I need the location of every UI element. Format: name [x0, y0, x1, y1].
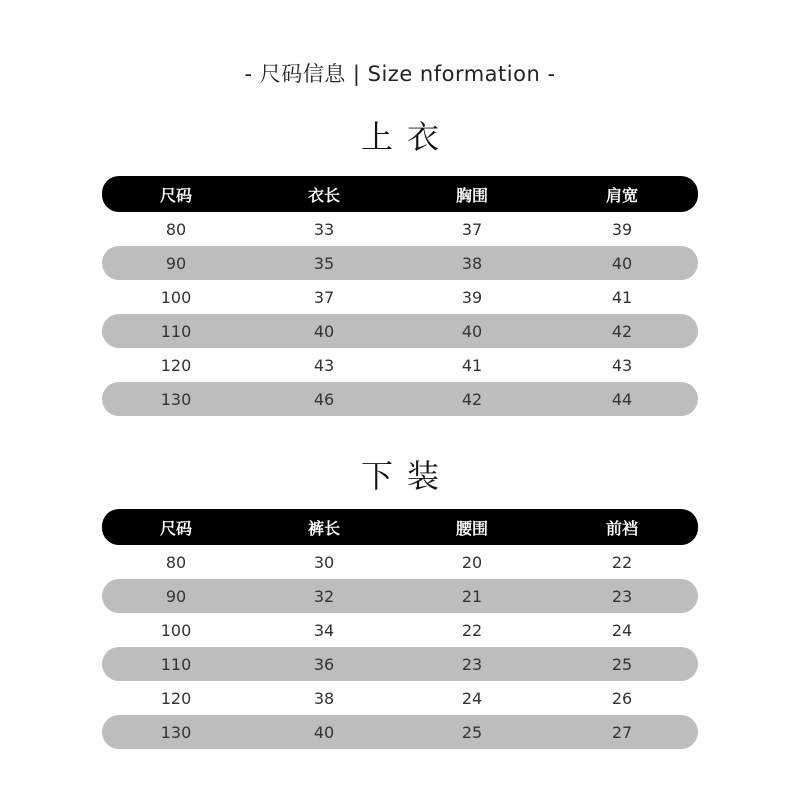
table-cell: 25: [611, 654, 633, 674]
table-cell: 36: [313, 654, 335, 674]
table-cell: 42: [611, 321, 633, 341]
table-cell: 41: [611, 287, 633, 307]
table-cell: 130: [160, 389, 192, 409]
table-row: [102, 246, 698, 280]
table-cell: 42: [461, 389, 483, 409]
table-row: [102, 314, 698, 348]
table-cell: 120: [160, 355, 192, 375]
table-cell: 38: [313, 688, 335, 708]
table-cell: 100: [160, 620, 192, 640]
table-cell: 80: [165, 219, 187, 239]
table-row: [102, 545, 698, 579]
table-cell: 130: [160, 722, 192, 742]
table-row: [102, 715, 698, 749]
table-cell: 32: [313, 586, 335, 606]
table-cell: 27: [611, 722, 633, 742]
table-row: [102, 348, 698, 382]
table-cell: 22: [611, 552, 633, 572]
table-row: [102, 382, 698, 416]
table-cell: 43: [313, 355, 335, 375]
table-row: [102, 681, 698, 715]
table-cell: 43: [611, 355, 633, 375]
header-cell: 肩宽: [605, 185, 638, 205]
table-cell: 24: [461, 688, 483, 708]
table-cell: 20: [461, 552, 483, 572]
table-cell: 39: [611, 219, 633, 239]
table-cell: 34: [313, 620, 335, 640]
table-cell: 35: [313, 253, 335, 273]
table-row: [102, 613, 698, 647]
table-cell: 39: [461, 287, 483, 307]
table-cell: 30: [313, 552, 335, 572]
header-cell: 腰围: [455, 518, 488, 538]
table-cell: 33: [313, 219, 335, 239]
table-cell: 44: [611, 389, 633, 409]
table-cell: 40: [611, 253, 633, 273]
table-cell: 41: [461, 355, 483, 375]
table-cell: 38: [461, 253, 483, 273]
header-cell: 裤长: [307, 518, 340, 538]
table-cell: 23: [611, 586, 633, 606]
table-cell: 22: [461, 620, 483, 640]
table-cell: 100: [160, 287, 192, 307]
table-header: [102, 509, 698, 545]
table-cell: 37: [313, 287, 335, 307]
table-cell: 110: [160, 321, 192, 341]
table-cell: 25: [461, 722, 483, 742]
header-cell: 尺码: [159, 518, 192, 538]
table-cell: 40: [461, 321, 483, 341]
bottoms-size-table: [102, 509, 698, 749]
table-row: [102, 280, 698, 314]
header-cell: 前裆: [605, 518, 638, 538]
table-cell: 110: [160, 654, 192, 674]
table-cell: 80: [165, 552, 187, 572]
table-header: [102, 176, 698, 212]
header-cell: 胸围: [455, 185, 488, 205]
table-row: [102, 212, 698, 246]
table-row: [102, 647, 698, 681]
page-heading: - 尺码信息 | Size nformation -: [244, 62, 556, 86]
header-cell: 衣长: [307, 185, 340, 205]
tops-section-title: 上衣: [360, 118, 453, 156]
table-cell: 120: [160, 688, 192, 708]
table-row: [102, 579, 698, 613]
bottoms-section-title: 下装: [360, 457, 453, 495]
table-cell: 26: [611, 688, 633, 708]
table-cell: 37: [461, 219, 483, 239]
table-cell: 40: [313, 321, 335, 341]
table-cell: 90: [165, 253, 187, 273]
table-cell: 24: [611, 620, 633, 640]
table-cell: 40: [313, 722, 335, 742]
table-cell: 90: [165, 586, 187, 606]
header-cell: 尺码: [159, 185, 192, 205]
table-cell: 23: [461, 654, 483, 674]
table-cell: 46: [313, 389, 335, 409]
tops-size-table: [102, 176, 698, 416]
table-cell: 21: [461, 586, 483, 606]
